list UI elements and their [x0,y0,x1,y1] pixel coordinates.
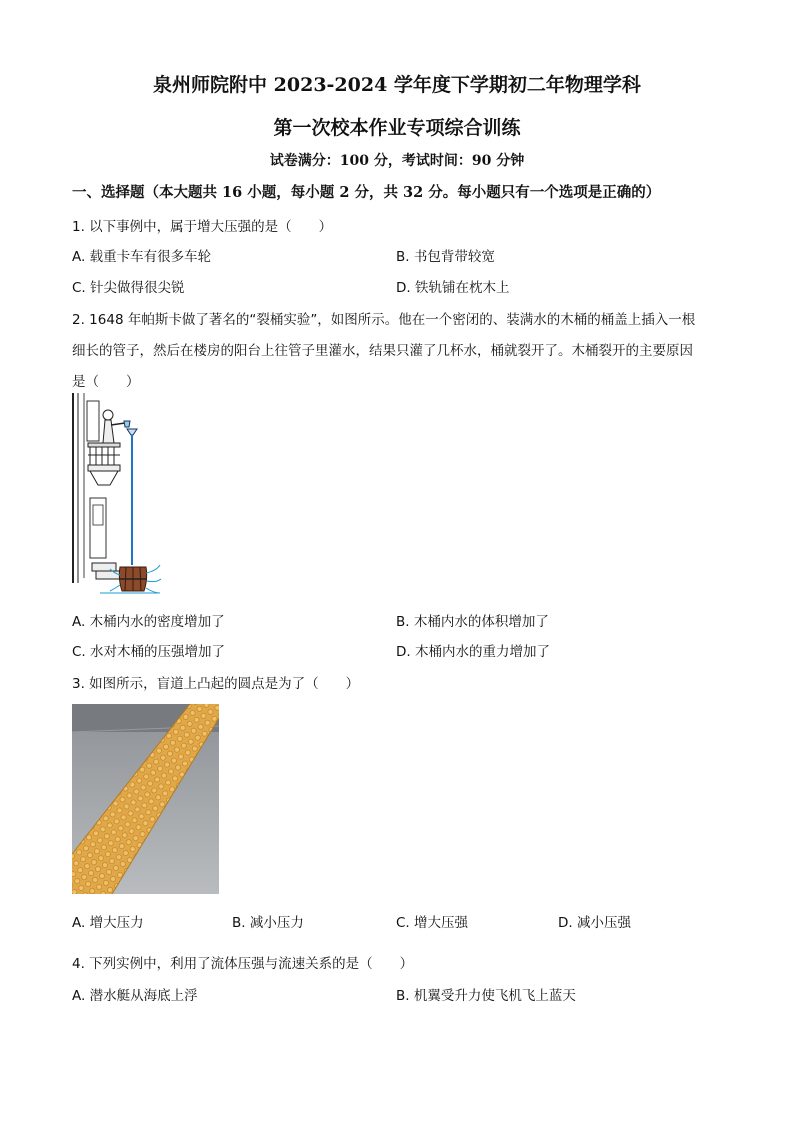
document-title-line2: 第一次校本作业专项综合训练 [273,117,521,139]
question-1-option-d: D. 铁轨铺在枕木上 [396,280,510,296]
question-3-option-c: C. 增大压强 [396,915,469,931]
question-4-option-a: A. 潜水艇从海底上浮 [72,988,198,1004]
question-2-stem-line1: 2. 1648 年帕斯卡做了著名的“裂桶实验”，如图所示。他在一个密闭的、装满水的木桶的桶盖上插入一根 [72,312,696,328]
question-2-option-d: D. 木桶内水的重力增加了 [396,644,550,660]
question-2-stem-line2: 细长的管子，然后在楼房的阳台上往管子里灌水，结果只灌了几杯水，桶就裂开了。木桶裂开的主要原因 [72,343,693,359]
question-4-stem: 4. 下列实例中，利用了流体压强与流速关系的是（ ） [72,956,414,972]
question-2-stem-line3: 是（ ） [72,374,140,390]
exam-info: 试卷满分：100 分，考试时间：90 分钟 [269,153,525,169]
question-2-option-b: B. 木桶内水的体积增加了 [396,614,549,630]
question-2-option-a: A. 木桶内水的密度增加了 [72,614,225,630]
question-4-option-b: B. 机翼受升力使飞机飞上蓝天 [396,988,576,1004]
pascal-barrel-figure [70,393,162,598]
question-1-option-b: B. 书包背带较宽 [396,249,495,265]
question-1-stem: 1. 以下事例中，属于增大压强的是（ ） [72,219,333,235]
question-1-option-a: A. 载重卡车有很多车轮 [72,249,212,265]
question-1-option-c: C. 针尖做得很尖锐 [72,280,185,296]
section-heading: 一、选择题（本大题共 16 小题，每小题 2 分，共 32 分。每小题只有一个选项是正确的） [72,184,661,201]
document-title-line1: 泉州师院附中 2023-2024 学年度下学期初二年物理学科 [153,74,641,96]
question-3-stem: 3. 如图所示，盲道上凸起的圆点是为了（ ） [72,676,360,692]
question-2-option-c: C. 水对木桶的压强增加了 [72,644,226,660]
tactile-paving-photo [72,704,219,894]
question-3-option-a: A. 增大压力 [72,915,144,931]
question-3-option-b: B. 减小压力 [232,915,304,931]
question-3-option-d: D. 减小压强 [558,915,631,931]
